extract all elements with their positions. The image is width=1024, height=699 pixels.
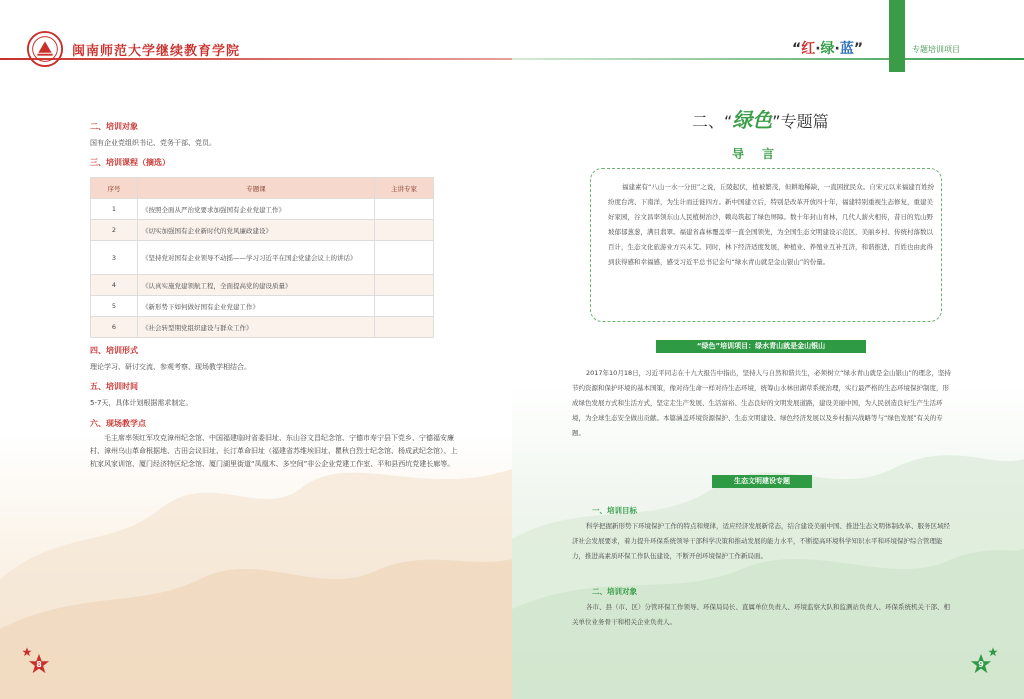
university-logo-icon [26, 30, 64, 68]
training-time-text: 5-7天，具体计划根据需求制定。 [90, 399, 193, 407]
header-accent-bar [889, 0, 905, 72]
eco-civilization-banner: 生态文明建设专题 [712, 475, 812, 488]
section-training-goal: 一、培训目标 [592, 506, 637, 515]
project-label: 专题培训项目 [912, 45, 960, 54]
section-training-target: 二、培训对象 [90, 122, 138, 131]
section-teaching-sites: 六、现场教学点 [90, 419, 146, 428]
table-header-expert: 主讲专家 [375, 178, 434, 199]
right-page [512, 0, 1024, 699]
training-target-text: 国有企业党组织书记、党务干部、党员。 [90, 139, 216, 147]
teaching-sites-text: 毛主席率领红军攻克漳州纪念馆、中国福建临时省委旧址、东山谷文昌纪念馆、宁德市寿宁县下党乡、宁德福安廉村、漳州乌山革命根据地、古田会议旧址、长汀革命旧址（福建省苏维埃旧址、瞿秋白烈士纪念馆、杨成武纪念馆）、上杭家风家训馆、厦门经济特区纪念馆、厦门湖里街道“凤凰木、多空间”非公企业党建工作室、平和县西坑党建长廊等。 [90, 434, 458, 468]
school-name: 闽南师范大学继续教育学院 [72, 44, 241, 59]
section-training-time: 五、培训时间 [90, 382, 138, 391]
training-target-text: 各市、县（市、区）分管环保工作领导、环保局局长、直属单位负责人、环境监察大队和监测站负责人、环保系统机关干部、相关单位业务骨干和相关企业负责人。 [572, 603, 950, 626]
table-row: 6 《社会转型期党组织建设与群众工作》 [91, 317, 434, 338]
page-number: 9 [978, 660, 984, 669]
table-row: 4 《认真实施党建领航工程，全面提高党的建设质量》 [91, 275, 434, 296]
green-project-text: 2017年10月18日，习近平同志在十九大报告中指出，坚持人与自然和谐共生，必须树立“绿水青山就是金山银山”的理念，坚持节约资源和保护环境的基本国策，像对待生命一样对待生态环境，统筹山水林田湖草系统治理，实行最严格的生态环境保护制度，形成绿色发展方式和生活方式，坚定走生产发展、生活富裕、生态良好的文明发展道路，建设美丽中国，为人民创造良好生产生活环境，为全球生态安全做出贡献。本篇涵盖环境资源保护、生态文明建设、绿色经济发展以及乡村振兴战略等与“绿色发展”有关的专题。 [572, 369, 951, 437]
intro-heading: 导言 [732, 147, 793, 161]
training-goal-text: 科学把握新形势下环境保护工作的特点和规律，适应经济发展新常态，结合建设美丽中国、推进生态文明体制改革、服务区域经济社会发展要求，着力提升环保系统领导干部科学决策和推动发展的能力水平，不断提高环境科学知识水平和环境保护综合管理能力，推进高素质环保工作队伍建设，不断开创环境保护工作新局面。 [572, 522, 950, 560]
table-row: 5 《新形势下如何做好国有企业党建工作》 [91, 296, 434, 317]
table-row: 3 《坚持党对国有企业领导不动摇——学习习近平在国企党建会议上的讲话》 [91, 241, 434, 275]
chapter-title: 二、“绿色”专题篇 [692, 108, 829, 132]
intro-text: 福建素有“八山一水一分田”之说，丘陵起伏，植被繁茂，但耕地稀缺，一直困扰民众。自宋元以来福建百姓纷纷度台湾、下南洋，为生计而迁徙四方。新中国建立后，特别是改革开放四十年，福建特别重视生态修复，重建美好家园，谷文昌率领东山人民植树治沙，赖岛筑起了绿色屏障。数十年封山育林，几代人薪火相传，昔日的荒山野坡郁郁葱葱，满目翡翠。福建省森林覆盖率一直全国领先，为全国生态文明建设示范区，美丽乡村、传统村落数以百计，生态文化旅游业方兴未艾。同时，林下经济适度发展，种植业、养殖业互补互济，和谐推进，百姓也由此得到获得感和幸福感，感受习近平总书记金句“绿水青山就是金山银山”的份量。 [608, 183, 935, 266]
table-row: 2 《切实加强国有企业新时代的党风廉政建设》 [91, 220, 434, 241]
page-number: 8 [36, 660, 42, 669]
mountain-background [0, 379, 512, 699]
table-row: 1 《按照全面从严治党要求加强国有企业党建工作》 [91, 199, 434, 220]
section-training-form: 四、培训形式 [90, 346, 138, 355]
table-header-course: 专题课 [138, 178, 375, 199]
table-header-no: 序号 [91, 178, 138, 199]
section-courses: 三、培训课程（摘选） [90, 158, 170, 167]
small-star-icon [988, 647, 998, 657]
red-green-blue-tag: “红·绿·蓝” [792, 41, 864, 57]
training-form-text: 理论学习、研讨交流、参观考察、现场教学相结合。 [90, 363, 251, 371]
small-star-icon [22, 647, 32, 657]
green-project-banner: “绿色”培训项目：绿水青山就是金山银山 [656, 340, 866, 353]
section-training-target: 二、培训对象 [592, 587, 637, 596]
course-table [90, 177, 434, 338]
header-rule [512, 58, 1024, 60]
